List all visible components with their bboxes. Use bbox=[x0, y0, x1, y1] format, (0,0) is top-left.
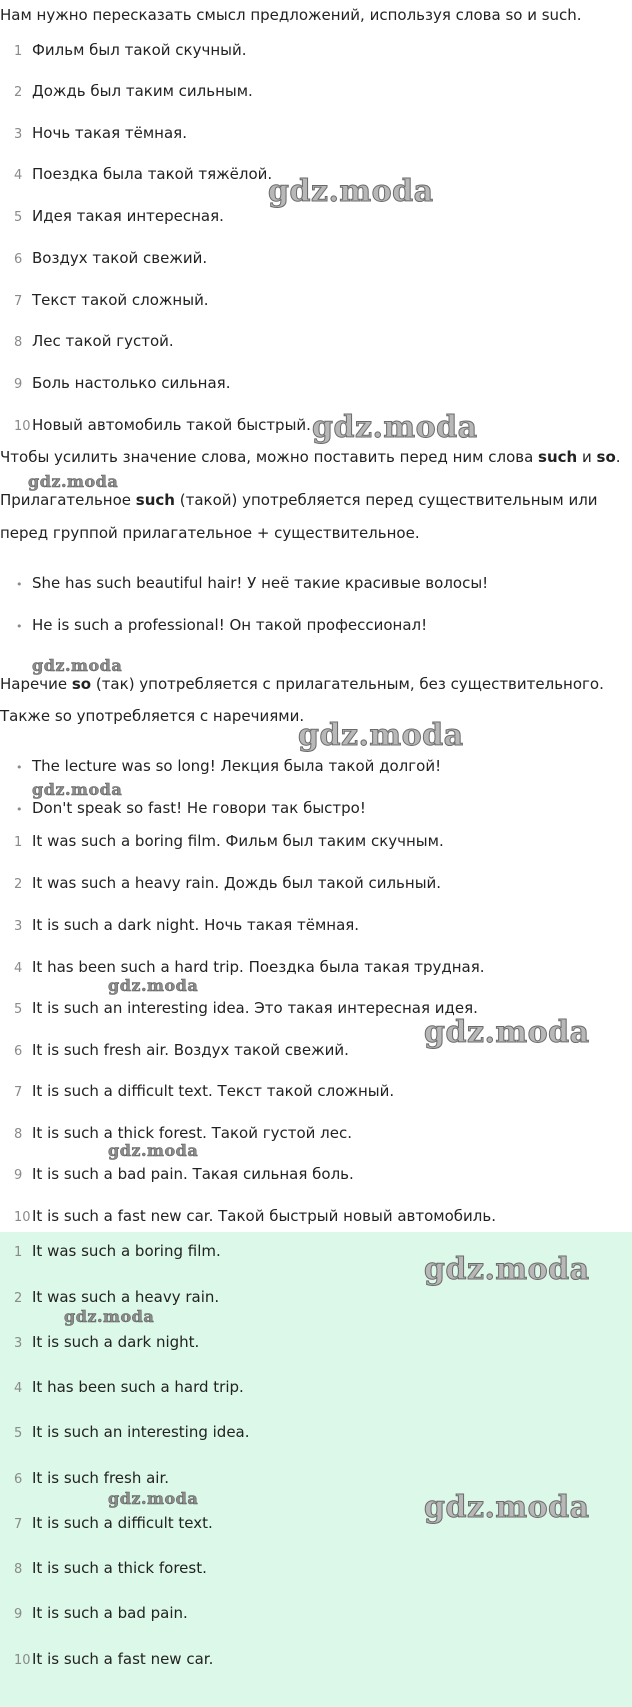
theory-intro bbox=[0, 447, 621, 467]
theory-text: Наречие bbox=[0, 675, 72, 693]
translation-item bbox=[14, 1164, 354, 1186]
translation-item bbox=[14, 1040, 349, 1062]
translation-item bbox=[14, 915, 359, 937]
theory-text: Чтобы усилить значение слова, можно поставить перед ним слова bbox=[0, 448, 539, 466]
item-text: It is such a bad pain. bbox=[32, 1604, 188, 1622]
item-number: 5 bbox=[14, 210, 23, 225]
example-text: She has such beautiful hair! У неё такие красивые волосы! bbox=[32, 574, 489, 592]
item-text: It is such a bad pain. Такая сильная боль. bbox=[32, 1165, 354, 1183]
theory-text: (так) употребляется с прилагательным, без существительного. bbox=[91, 675, 604, 693]
item-number: 9 bbox=[14, 1168, 23, 1183]
theory-text: (такой) употребляется перед существительным или bbox=[174, 491, 598, 509]
item-text: Фильм был такой скучный. bbox=[32, 41, 247, 59]
item-text: It was such a heavy rain. bbox=[32, 1288, 220, 1306]
keyword-such: such bbox=[538, 448, 578, 466]
answer-item bbox=[14, 1422, 250, 1444]
watermark: gdz.moda bbox=[268, 174, 434, 209]
theory-so bbox=[0, 674, 604, 694]
exercise-item bbox=[14, 164, 272, 186]
item-text: Дождь был таким сильным. bbox=[32, 82, 253, 100]
theory-text: и bbox=[577, 448, 597, 466]
item-number: 6 bbox=[14, 1472, 23, 1487]
exercise-item bbox=[14, 206, 224, 228]
theory-text: Прилагательное bbox=[0, 491, 136, 509]
watermark: gdz.moda bbox=[424, 1490, 590, 1525]
answer-item bbox=[14, 1332, 199, 1354]
intro-text: Нам нужно пересказать смысл предложений, используя слова so и such. bbox=[0, 6, 582, 24]
translation-item bbox=[14, 957, 485, 979]
bullet-icon: • bbox=[16, 620, 23, 633]
item-text: It is such a difficult text. Текст такой сложный. bbox=[32, 1082, 395, 1100]
item-text: It was such a boring film. bbox=[32, 1242, 221, 1260]
item-text: It has been such a hard trip. Поездка была такая трудная. bbox=[32, 958, 485, 976]
exercise-item bbox=[14, 40, 247, 62]
item-number: 4 bbox=[14, 168, 23, 183]
item-number: 10 bbox=[14, 1210, 31, 1225]
item-number: 8 bbox=[14, 335, 23, 350]
item-text: It is such an interesting idea. Это такая интересная идея. bbox=[32, 999, 478, 1017]
watermark: gdz.moda bbox=[298, 718, 464, 753]
translation-item bbox=[14, 1081, 394, 1103]
watermark: gdz.moda bbox=[64, 1307, 155, 1326]
item-text: Лес такой густой. bbox=[32, 332, 174, 350]
item-number: 1 bbox=[14, 1245, 23, 1260]
item-number: 5 bbox=[14, 1426, 23, 1441]
answer-item bbox=[14, 1287, 219, 1309]
item-text: It has been such a hard trip. bbox=[32, 1378, 244, 1396]
item-text: Новый автомобиль такой быстрый. bbox=[32, 416, 311, 434]
such-example bbox=[16, 615, 427, 637]
bullet-icon: • bbox=[16, 761, 23, 774]
item-number: 7 bbox=[14, 1085, 23, 1100]
exercise-item bbox=[14, 248, 207, 270]
item-number: 4 bbox=[14, 961, 23, 976]
item-number: 1 bbox=[14, 835, 23, 850]
translation-item bbox=[14, 831, 444, 853]
theory-such-line2: перед группой прилагательное + существительное. bbox=[0, 524, 420, 542]
translation-item bbox=[14, 1206, 496, 1228]
answer-item bbox=[14, 1468, 169, 1490]
item-text: Идея такая интересная. bbox=[32, 207, 224, 225]
translation-item bbox=[14, 998, 478, 1020]
item-number: 7 bbox=[14, 1517, 23, 1532]
item-number: 9 bbox=[14, 1607, 23, 1622]
item-text: Поездка была такой тяжёлой. bbox=[32, 165, 273, 183]
watermark: gdz.moda bbox=[312, 410, 478, 445]
item-number: 1 bbox=[14, 44, 23, 59]
item-number: 10 bbox=[14, 1653, 31, 1668]
so-example bbox=[16, 798, 366, 820]
watermark: gdz.moda bbox=[108, 976, 199, 995]
item-number: 3 bbox=[14, 127, 23, 142]
item-number: 4 bbox=[14, 1381, 23, 1396]
item-text: It is such a difficult text. bbox=[32, 1514, 213, 1532]
answer-item bbox=[14, 1649, 213, 1671]
item-number: 3 bbox=[14, 1336, 23, 1351]
item-number: 2 bbox=[14, 877, 23, 892]
item-text: It is such an interesting idea. bbox=[32, 1423, 250, 1441]
exercise-item bbox=[14, 81, 253, 103]
item-number: 8 bbox=[14, 1562, 23, 1577]
translation-item bbox=[14, 873, 441, 895]
example-text: Don't speak so fast! Не говори так быстро! bbox=[32, 799, 366, 817]
theory-such bbox=[0, 490, 598, 510]
item-number: 10 bbox=[14, 419, 31, 434]
item-number: 3 bbox=[14, 919, 23, 934]
keyword-so: so bbox=[71, 675, 92, 693]
item-text: It is such a dark night. Ночь такая тёмная. bbox=[32, 916, 360, 934]
item-number: 2 bbox=[14, 1291, 23, 1306]
exercise-item bbox=[14, 290, 209, 312]
watermark: gdz.moda bbox=[108, 1489, 199, 1508]
item-number: 2 bbox=[14, 85, 23, 100]
item-number: 9 bbox=[14, 377, 23, 392]
example-text: The lecture was so long! Лекция была такой долгой! bbox=[32, 757, 442, 775]
item-text: Воздух такой свежий. bbox=[32, 249, 208, 267]
item-text: It was such a heavy rain. Дождь был такой сильный. bbox=[32, 874, 442, 892]
answer-item bbox=[14, 1558, 207, 1580]
bullet-icon: • bbox=[16, 578, 23, 591]
such-example bbox=[16, 573, 488, 595]
item-text: It is such a thick forest. Такой густой лес. bbox=[32, 1124, 353, 1142]
answer-item bbox=[14, 1377, 244, 1399]
item-text: It is such fresh air. bbox=[32, 1469, 170, 1487]
watermark: gdz.moda bbox=[108, 1141, 199, 1160]
item-number: 8 bbox=[14, 1127, 23, 1142]
item-text: It is such a fast new car. bbox=[32, 1650, 214, 1668]
exercise-item bbox=[14, 373, 230, 395]
watermark: gdz.moda bbox=[28, 472, 119, 491]
item-number: 7 bbox=[14, 294, 23, 309]
watermark: gdz.moda bbox=[32, 780, 123, 799]
answer-item bbox=[14, 1603, 188, 1625]
item-text: It is such a thick forest. bbox=[32, 1559, 207, 1577]
example-text: He is such a professional! Он такой профессионал! bbox=[32, 616, 428, 634]
item-text: Текст такой сложный. bbox=[32, 291, 209, 309]
exercise-item bbox=[14, 331, 174, 353]
item-text: It is such fresh air. Воздух такой свежий. bbox=[32, 1041, 349, 1059]
item-number: 6 bbox=[14, 252, 23, 267]
item-text: It is such a fast new car. Такой быстрый новый автомобиль. bbox=[32, 1207, 496, 1225]
answer-item bbox=[14, 1241, 221, 1263]
watermark: gdz.moda bbox=[424, 1015, 590, 1050]
keyword-so: so bbox=[596, 448, 616, 466]
exercise-item bbox=[14, 415, 311, 437]
item-number: 6 bbox=[14, 1044, 23, 1059]
watermark: gdz.moda bbox=[32, 656, 123, 675]
exercise-item bbox=[14, 123, 187, 145]
item-number: 5 bbox=[14, 1002, 23, 1017]
item-text: Ночь такая тёмная. bbox=[32, 124, 187, 142]
item-text: Боль настолько сильная. bbox=[32, 374, 231, 392]
item-text: It is such a dark night. bbox=[32, 1333, 200, 1351]
bullet-icon: • bbox=[16, 803, 23, 816]
item-text: It was such a boring film. Фильм был таким скучным. bbox=[32, 832, 444, 850]
theory-text: . bbox=[615, 448, 621, 466]
so-example bbox=[16, 756, 441, 778]
watermark: gdz.moda bbox=[424, 1252, 590, 1287]
answer-item bbox=[14, 1513, 213, 1535]
keyword-such: such bbox=[135, 491, 175, 509]
theory-so-line2: Также so употребляется с наречиями. bbox=[0, 707, 305, 725]
